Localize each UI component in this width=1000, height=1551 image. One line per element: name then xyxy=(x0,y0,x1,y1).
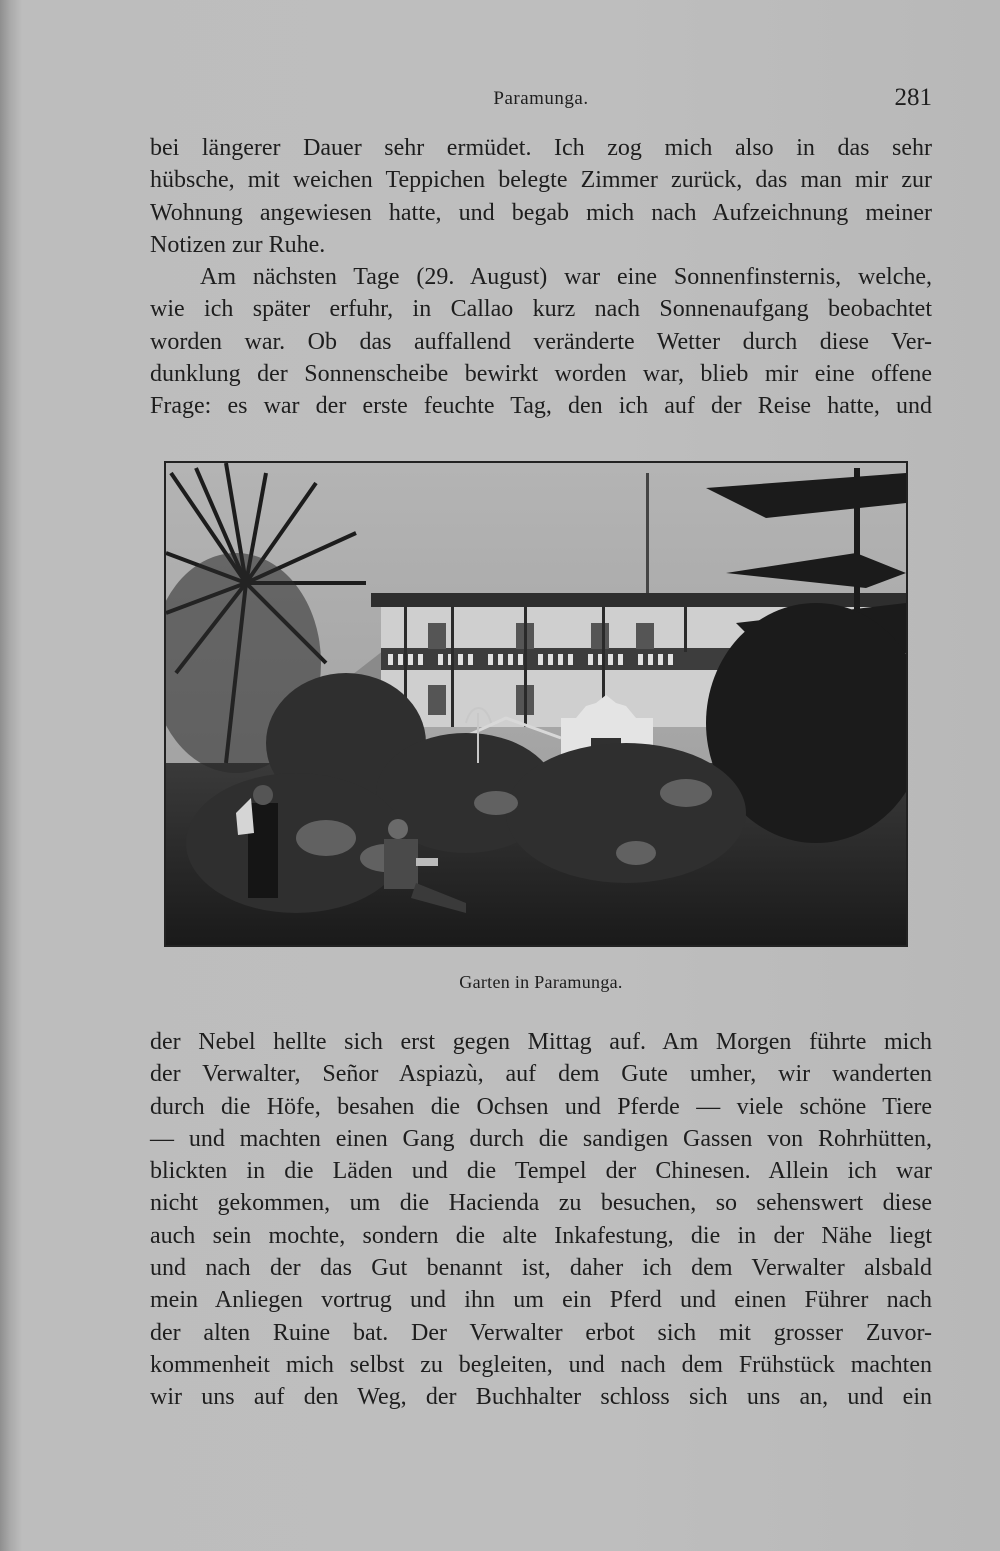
text-line: der Nebel hellte sich erst gegen Mittag auf. Am Morgen führte mich xyxy=(150,1029,932,1055)
page-number: 281 xyxy=(894,84,932,111)
text-line: Notizen zur Ruhe. xyxy=(150,231,326,258)
text-line: nicht gekommen, um die Hacienda zu besuchen, so sehenswert diese xyxy=(150,1190,932,1217)
text-line: blickten in die Läden und die Tempel der Chinesen. Allein ich war xyxy=(150,1158,932,1185)
paragraph-2 xyxy=(150,261,932,422)
text-line: wir uns auf den Weg, der Buchhalter schloss sich uns an, und ein xyxy=(150,1384,932,1411)
running-title: Paramunga. xyxy=(493,88,589,109)
text-line: worden war. Ob das auffallend veränderte Wetter durch diese Ver- xyxy=(150,328,932,355)
text-line: der Verwalter, Señor Aspiazù, auf dem Gute umher, wir wanderten xyxy=(150,1061,932,1088)
text-line: durch die Höfe, besahen die Ochsen und Pferde — viele schöne Tiere xyxy=(150,1093,932,1120)
page-header xyxy=(150,84,932,118)
text-line: auch sein mochte, sondern die alte Inkafestung, die in der Nähe liegt xyxy=(150,1222,932,1249)
figure-caption: Garten in Paramunga. xyxy=(459,972,623,992)
text-line: dunklung der Sonnenscheibe bewirkt worden war, blieb mir eine offene xyxy=(150,360,932,387)
text-line: und nach der das Gut benannt ist, daher ich dem Verwalter alsbald xyxy=(150,1255,932,1282)
text-line: Wohnung angewiesen hatte, und begab mich nach Aufzeichnung meiner xyxy=(150,199,932,226)
text-line: hübsche, mit weichen Teppichen belegte Zimmer zurück, das man mir zur xyxy=(150,167,932,194)
text-line: Am nächsten Tage (29. August) war eine Sonnenfinsternis, welche, xyxy=(200,264,932,290)
text-line: kommenheit mich selbst zu begleiten, und nach dem Frühstück machten xyxy=(150,1351,932,1378)
paragraph-1 xyxy=(150,132,932,261)
text-line: mein Anliegen vortrug und ihn um ein Pferd und einen Führer nach xyxy=(150,1287,932,1314)
garden-photograph xyxy=(164,461,908,947)
text-line: wie ich später erfuhr, in Callao kurz nach Sonnenaufgang beobachtet xyxy=(150,296,932,323)
text-line: Frage: es war der erste feuchte Tag, den ich auf der Reise hatte, und xyxy=(150,393,932,420)
photo-illustration xyxy=(166,463,906,945)
text-line: bei längerer Dauer sehr ermüdet. Ich zog mich also in das sehr xyxy=(150,135,932,161)
text-line: — und machten einen Gang durch die sandigen Gassen von Rohrhütten, xyxy=(150,1125,932,1152)
text-line: der alten Ruine bat. Der Verwalter erbot sich mit grosser Zuvor- xyxy=(150,1319,932,1346)
paragraph-3 xyxy=(150,1026,932,1414)
